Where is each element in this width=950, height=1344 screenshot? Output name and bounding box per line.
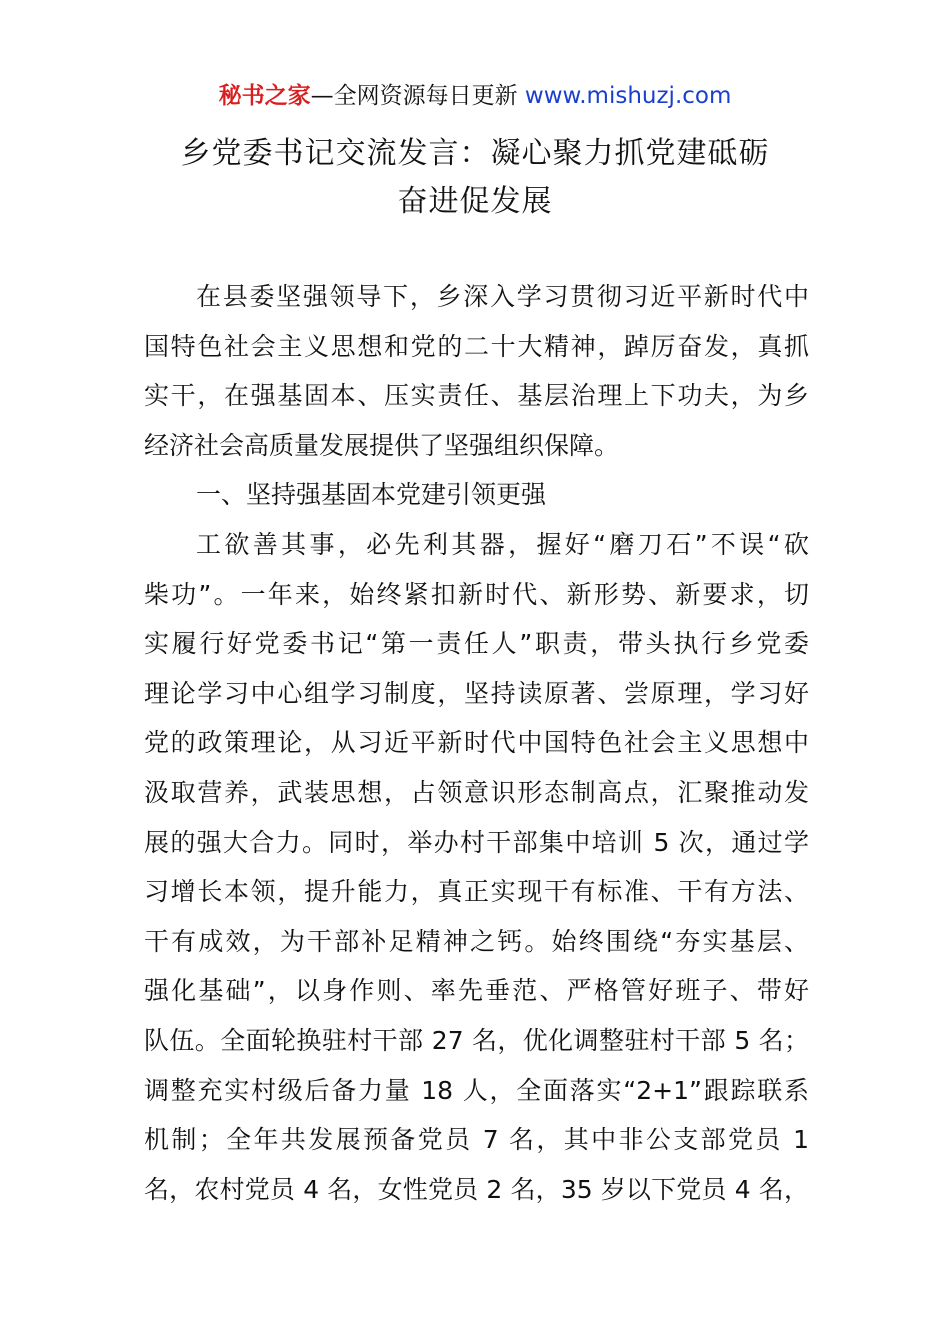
- body-line: 习增长本领，提升能力，真正实现干有标准、干有方法、: [144, 877, 809, 907]
- body-line: 名，农村党员 4 名，女性党员 2 名，35 岁以下党员 4 名，: [144, 1174, 809, 1204]
- site-tagline: —全网资源每日更新: [310, 83, 525, 109]
- body-line: 柴功”。一年来，始终紧扣新时代、新形势、新要求，切: [144, 579, 809, 609]
- body-line: 工欲善其事，必先利其器，握好“磨刀石”不误“砍: [196, 529, 809, 559]
- body-line: 队伍。全面轮换驻村干部 27 名，优化调整驻村干部 5 名；: [144, 1025, 809, 1055]
- title-line-1: 乡党委书记交流发言：凝心聚力抓党建砥砺: [180, 136, 770, 171]
- body-line: 党的政策理论，从习近平新时代中国特色社会主义思想中: [144, 728, 809, 758]
- body-line: 在县委坚强领导下，乡深入学习贯彻习近平新时代中: [196, 282, 809, 311]
- body-line: 强化基础”，以身作则、率先垂范、严格管好班子、带好: [144, 976, 809, 1006]
- document-body: [144, 276, 809, 1218]
- body-line: 汲取营养，武装思想，占领意识形态制高点，汇聚推动发: [144, 777, 809, 807]
- document-title: [0, 130, 950, 226]
- body-line: 经济社会高质量发展提供了坚强组织保障。: [144, 430, 620, 460]
- body-line: 干有成效，为干部补足精神之钙。始终围绕“夯实基层、: [144, 926, 809, 956]
- body-line: 实履行好党委书记“第一责任人”职责，带头执行乡党委: [144, 629, 809, 659]
- body-line: 国特色社会主义思想和党的二十大精神，踔厉奋发，真抓: [144, 331, 809, 361]
- site-url-link[interactable]: www.mishuzj.com: [524, 83, 732, 109]
- body-line: 展的强大合力。同时，举办村干部集中培训 5 次，通过学: [144, 827, 809, 857]
- site-brand: 秘书之家: [218, 83, 311, 109]
- body-line: 理论学习中心组学习制度，坚持读原著、尝原理，学习好: [144, 678, 809, 708]
- body-line: 调整充实村级后备力量 18 人，全面落实“2+1”跟踪联系: [144, 1075, 809, 1105]
- title-line-2: 奋进促发展: [397, 184, 553, 219]
- section-heading: 一、坚持强基固本党建引领更强: [196, 480, 547, 510]
- body-line: 实干，在强基固本、压实责任、基层治理上下功夫，为乡: [144, 381, 809, 411]
- body-line: 机制；全年共发展预备党员 7 名，其中非公支部党员 1: [144, 1125, 809, 1155]
- site-banner: [0, 80, 950, 112]
